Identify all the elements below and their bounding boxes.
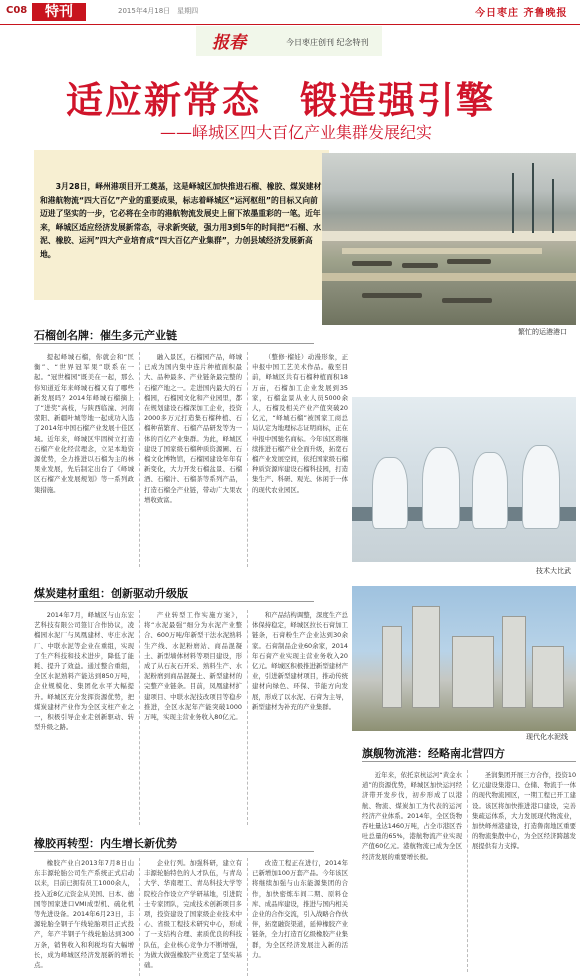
- column-divider: [467, 770, 468, 972]
- section-heading-pomegranate: 石榴创名牌：催生多元产业链: [34, 329, 177, 342]
- section-rule: [34, 343, 314, 344]
- section-1-column-1: 提起峄城石榴，你就会和“匡衡”、“世界冠军果”联系在一起。“冠世榴园”既美在一起，那么你知道近年来峄城石榴又有了哪些新发展吗？2014年峄城石榴摘上了“进奖”高枝，与陕西临潼、河南荥阳、新疆叶城等地一起成功入选了2014年中国石榴产业发展十佳区域。近年来，峄城区牢固树立打造石榴产业化经营理念，立足本地资源优势，全力推进以石榴为主的林果业发展，先后制定出台了《峄城区石榴产业发展规划》等一系列政策措施。: [34, 353, 134, 494]
- page-number: C08: [6, 5, 28, 16]
- section-1-column-2: 融入景区，石榴园产品，峄城已成为国内集中连片种植面积最大、品种最多、产业链条最完整的石榴产地之一。走进国内最大的石榴园，石榴园文化和产业园里，都在规划建设石榴深加工企业，投资2000多万元打造集石榴种植、石榴种苗繁育、石榴产品研发等为一体的百亿产业集群。为此，峄城区建设了国家级石榴种质资源圃、石榴文化博物馆，石榴园建设年年有新变化，大力开发石榴盆景、石榴酒、石榴汁、石榴茶等系列产品，打造石榴全产业链，带动广大果农增收致富。: [144, 353, 242, 504]
- banner-main-text: 报春: [212, 33, 246, 53]
- section-heading-building-materials: 煤炭建材重组：创新驱动升级版: [34, 587, 188, 600]
- article-subtitle: ——峄城区四大百亿产业集群发展纪实: [160, 123, 433, 142]
- section-2-column-1: 2014年7月，峄城区与山东宏艺科技有限公司签订合作协议，凌榴园水泥厂与凤凰建材、枣庄水泥厂、中联水泥等企业在重组，实现了生产科技和技术进步，降低了能耗、提升了效益。通过整合重组，全区水泥熟料产能达到850万吨，企业规模化、集团化水平大幅提升。峄城区充分发挥资源优势，把煤炭建材产业作为全区支柱产业之一，积极引导企业走创新驱动、转型升级之路。: [34, 611, 134, 732]
- column-divider: [139, 610, 140, 825]
- section-3-column-3: 改造工程正在进行，2014年已新增加100万套产品。今年该区将继续加强与山东能源集团的合作，加快密炼车间二期、原料仓库、成品库建设，推进与国内相关企业的合作交流，引入战略合作伙伴，拓宽融资渠道，延伸橡胶产业链条，全力打造百亿级橡胶产业集群，为全区经济发展注入新的活力。: [252, 859, 348, 959]
- column-divider: [139, 352, 140, 567]
- column-divider: [247, 352, 248, 567]
- column-divider: [247, 858, 248, 976]
- section-1-column-3: （整修·榴娃）动漫形象，正申报中国工艺美术作品。截至目前，峄城区共有石榴种植面积18万亩，石榴加工企业发展到35家，石榴盆景从业人员5000余人，石榴及相关产业产值突破20亿元，“峄城石榴”被国家工商总局认定为地理标志证明商标，正在申报中国驰名商标。今年该区将继续推进石榴产业全面升级，拓宽石榴产业发展空间，依托国家级石榴种质资源库建设石榴科技园，打造集生产、科研、观光、休闲于一体的现代农业园区。: [252, 353, 348, 494]
- section-heading-rubber: 橡胶再转型：内生增长新优势: [34, 837, 177, 850]
- section-heading-logistics: 旗舰物流港：经略南北营四方: [362, 747, 505, 760]
- banner-sub-text: 今日枣庄创刊 纪念特刊: [286, 38, 369, 47]
- section-rule: [362, 761, 576, 762]
- article-title: 适应新常态 锻造强引擎: [66, 79, 495, 122]
- cement-plant-photo: [352, 586, 576, 731]
- header-rule: [0, 24, 580, 25]
- newspaper-name: 今日枣庄 齐鲁晚报: [475, 8, 568, 19]
- section-3-column-1: 橡胶产业自2013年7月8日山东丰源轮胎公司生产系统正式启动以来，目前已拥有员工1000余人，投入近8亿元资金从美国、日本、德国等国家进口VMI成型机、硫化机等先进设备。2014年6月23日，丰源轮胎全钢子午线轮胎项目正式投产，年产半钢子午线轮胎达到300万条，销售收入和利税均有大幅增长，成为峄城区经济发展新的增长点。: [34, 859, 134, 970]
- column-divider: [139, 858, 140, 976]
- section-3-column-2: 企业行列。加强科研，建立有丰源轮胎特色的人才队伍，与青岛大学、华南理工、青岛科技大学等院校合作设立产学研基地，引进院士专家团队，完成技术创新项目多项，投资建设了国家级企业技术中心、省级工程技术研究中心，形成了一支结构合理、素质优良的科技队伍，企业核心竞争力不断增强，为做大做强橡胶产业奠定了坚实基础。: [144, 859, 242, 970]
- section-2-column-3: 和产品结构调整，深度生产总体保持稳定，峄城区拉长石膏加工链条，石膏粉生产企业达到30余家。石膏制品企业60余家，2014年石膏产业实现主营业务收入20亿元。峄城区积极推进新型建材产业，引进新型建材项目，推动传统建材向绿色、环保、节能方向发展，形成了以水泥、石膏为主导，新型建材为补充的产业集群。: [252, 611, 348, 711]
- section-rule: [34, 851, 314, 852]
- cement-plant-caption: 现代化水泥线: [526, 733, 568, 741]
- port-photo-caption: 繁忙的运港港口: [518, 328, 567, 336]
- section-rule: [34, 601, 314, 602]
- section-2-column-2: 产业转型工作实施方案》，将“水泥最强”细分为水泥产业整合、600万吨/年新型干法水泥熟料生产线、水泥粉磨站、商品混凝土、新型墙体材料等项目建设，形成了从石灰石开采、熟料生产、水泥粉磨到商品混凝土、新型建材的完整产业链条。目前，凤凰建材扩建项目、中联水泥技改项目等稳步推进，全区水泥年产能突破1000万吨，实现主营业务收入80亿元。: [144, 611, 242, 722]
- section-4-column-2: 圣润集团开展三方合作，投资10亿元建设集港口、仓储、物流于一体的现代物流园区，一期工程已开工建设。该区将加快推进港口建设，完善集疏运体系，大力发展现代物流业，加快峄州港建设，打造鲁南地区重要的物流集散中心，为全区经济跨越发展提供有力支撑。: [472, 771, 576, 851]
- lab-photo: [352, 397, 576, 562]
- lead-paragraph: 3月28日，峄州港项目开工奠基，这是峄城区加快推进石榴、橡胶、煤炭建材和港航物流“四大百亿”产业的重要成果，标志着峄城区“运河枢纽”的目标又向前迈进了坚实的一步，它必将在全市的港航物流发展史上留下浓墨重彩的一笔。近年来，峄城区适应经济发展新常态，寻求新突破，强力用3到5年的时间把“石榴、水泥、橡胶、运河”四大产业培育成“四大百亿产业集群”，力创县域经济发展新高地。: [40, 182, 322, 259]
- section-4-column-1: 近年来，依托京杭运河“黄金水道”的资源优势，峄城区加快运河经济带开发步伐，初步形成了以港航、物流、煤炭加工为代表的运河经济产业体系。2014年，全区货物吞吐量达1460万吨，占全市港区吞吐总量的65%，港航物流产业实现产值60亿元。港航物流已成为全区经济发展的重要增长极。: [362, 771, 462, 861]
- dateline: 2015年4月18日 星期四: [118, 7, 199, 15]
- column-divider: [247, 610, 248, 825]
- port-photo: [322, 153, 576, 325]
- section-label: 特刊: [32, 3, 86, 21]
- lab-photo-caption: 技术大比武: [536, 567, 571, 575]
